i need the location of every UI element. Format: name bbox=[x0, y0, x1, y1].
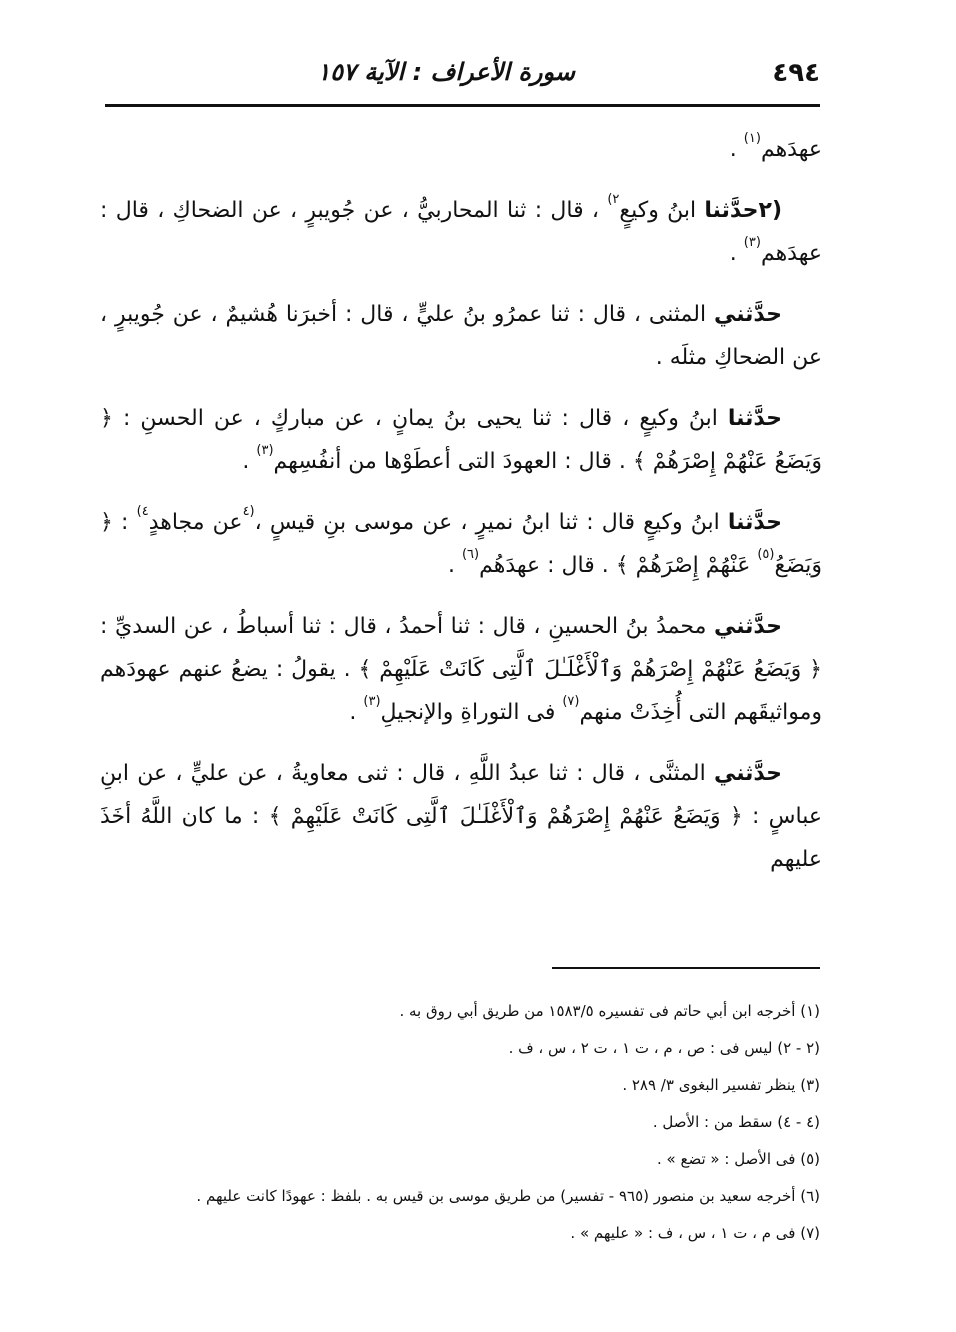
footnote-1: (١) أخرجه ابن أبي حاتم فى تفسيره ١٥٨٣/٥ من طريق أبي روق به . bbox=[399, 1002, 820, 1020]
footnote-separator bbox=[552, 967, 820, 969]
paragraph-5 bbox=[100, 501, 822, 587]
paragraph-lead: حدَّثنا bbox=[727, 510, 782, 535]
paragraph-6 bbox=[100, 605, 822, 734]
footnote-5: (٥) فى الأصل : « تضع » . bbox=[657, 1150, 820, 1168]
page-header bbox=[105, 52, 820, 92]
paragraph-text: ابنُ وكيعٍ bbox=[619, 198, 705, 223]
paragraph-lead: حدَّثنا bbox=[727, 406, 782, 431]
footnote-4: (٤ - ٤) سقط من : الأصل . bbox=[652, 1113, 820, 1131]
paragraph-lead: حدَّثني bbox=[713, 614, 782, 639]
footnote-ref: ٤) bbox=[136, 504, 149, 519]
paragraph-tail: عَنْهُمْ إِصْرَهُمْ ﴾ . قال : عهدَهُم bbox=[479, 553, 758, 578]
main-text bbox=[100, 128, 822, 899]
page-number: ٤٩٤ bbox=[772, 58, 820, 88]
paragraph-text: ابنُ وكيعٍ قال : ثنا ابنُ نميرٍ ، عن موسى بنِ قيسٍ ، bbox=[254, 510, 728, 535]
paragraph-lead: (٢حدَّثنا bbox=[704, 198, 782, 223]
paragraph-tail: . bbox=[242, 449, 257, 474]
footnote-ref: (٥) bbox=[757, 547, 775, 562]
paragraph-tail: . bbox=[349, 700, 364, 725]
paragraph-text: محمدُ بنُ الحسينِ ، قال : ثنا أحمدُ ، قال : ثنا أسباطُ ، عن السديِّ : ﴿ وَيَضَعُ عَنْهُمْ إِصْرَهُمْ وَٱلْأَغْلَـٰلَ ٱلَّتِى كَانَتْ عَلَيْهِمْ ﴾ . يقولُ : يضعُ عنهم عهودَهم ومواثيقَهم التى أُخِذَتْ منهم bbox=[100, 614, 822, 725]
paragraph-2 bbox=[100, 189, 822, 275]
footnote-ref: (٣) bbox=[363, 694, 381, 709]
paragraph-3 bbox=[100, 293, 822, 379]
paragraph-tail: . bbox=[447, 553, 462, 578]
paragraph-text: عهدَهم bbox=[760, 137, 822, 162]
paragraph-text: المثنَّى ، قال : ثنا عبدُ اللَّهِ ، قال : ثنى معاويةُ ، عن عليٍّ ، عن ابنِ عباسٍ : ﴿ وَيَضَعُ عَنْهُمْ إِصْرَهُمْ وَٱلْأَغْلَـٰلَ ٱلَّتِى كَانَتْ عَلَيْهِمْ ﴾ : ما كان اللَّهُ أخَذَ عليهم bbox=[100, 761, 822, 872]
footnote-ref: (٦) bbox=[461, 547, 480, 562]
footnote-7: (٧) فى م ، ت ١ ، س ، ف : « عليهم » . bbox=[570, 1224, 820, 1242]
footnote-ref: (٣) bbox=[256, 443, 274, 458]
footnotes bbox=[105, 995, 820, 1254]
footnote-2: (٢ - ٢) ليس فى : ص ، م ، ت ١ ، ت ٢ ، س ، ف . bbox=[508, 1039, 820, 1057]
paragraph-lead: حدَّثني bbox=[713, 302, 782, 327]
paragraph-tail: . bbox=[729, 137, 744, 162]
paragraph-text: ابنُ وكيعٍ ، قال : ثنا يحيى بنُ يمانٍ ، عن مباركٍ ، عن الحسنِ : ﴿ وَيَضَعُ عَنْهُمْ إِصْرَهُمْ ﴾ . قال : العهودَ التى أعطَوْها من أنفُسِهم bbox=[100, 406, 822, 474]
running-title: سورة الأعراف : الآية ١٥٧ bbox=[317, 58, 575, 86]
footnote-3: (٣) ينظر تفسير البغوى ٣/ ٢٨٩ . bbox=[622, 1076, 820, 1094]
footnote-ref: (٧) bbox=[562, 694, 580, 709]
footnote-ref: ٢) bbox=[607, 192, 620, 207]
header-rule bbox=[105, 104, 820, 107]
paragraph-1 bbox=[100, 128, 822, 171]
paragraph-tail: عن مجاهدٍ bbox=[148, 510, 243, 535]
footnote-ref: (١) bbox=[743, 131, 761, 146]
paragraph-tail: ، قال : ثنا المحاربيُّ ، عن جُويبرٍ ، عن الضحاكِ ، قال : عهدَهم bbox=[100, 198, 822, 266]
footnote-6: (٦) أخرجه سعيد بن منصور (٩٦٥ - تفسير) من طريق موسى بن قيس به . بلفظ : عهودًا كانت عليهم . bbox=[196, 1187, 820, 1205]
footnote-ref: (٤ bbox=[242, 504, 255, 519]
paragraph-lead: حدَّثني bbox=[713, 761, 782, 786]
paragraph-4 bbox=[100, 397, 822, 483]
paragraph-tail: : ﴿ وَيَضَعُ bbox=[100, 510, 822, 578]
paragraph-tail: . bbox=[729, 241, 744, 266]
paragraph-tail: فى التوراةِ والإنجيلِ bbox=[380, 700, 563, 725]
footnote-ref: (٣) bbox=[743, 235, 761, 250]
paragraph-text: المثنى ، قال : ثنا عمرُو بنُ عليٍّ ، قال : أخبرَنا هُشيمٌ ، عن جُويبرٍ ، عن الضحاكِ مثلَه . bbox=[100, 302, 822, 370]
paragraph-7 bbox=[100, 752, 822, 881]
